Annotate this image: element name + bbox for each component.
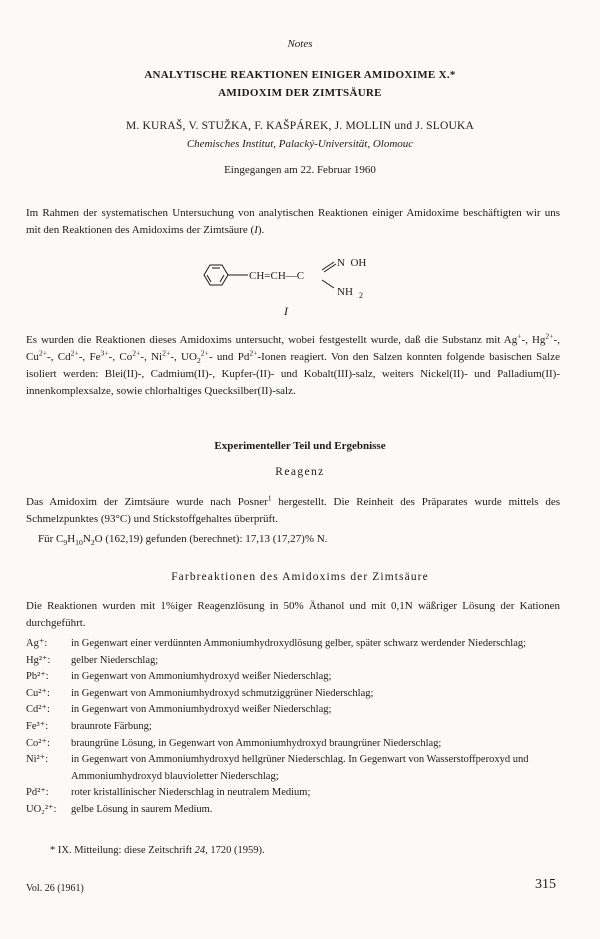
structure-diagram [196, 256, 396, 316]
list-item: Fe³⁺: braunrote Färbung; [26, 720, 152, 732]
title-line-2: AMIDOXIM DER ZIMTSÄURE [218, 87, 382, 99]
heading-color-reactions: Farbreaktionen des Amidoxims der Zimtsäure [171, 571, 429, 583]
structure-amine-subscript: 2 [359, 291, 363, 300]
list-item: Pb²⁺: in Gegenwart von Ammoniumhydroxyd weißer Niederschlag; [26, 671, 332, 683]
list-item: Pd²⁺: roter kristallinischer Niederschlag in neutralem Medium; [26, 787, 311, 799]
benzene-ring-icon [204, 265, 228, 285]
results-paragraph: Es wurden die Reaktionen dieses Amidoxims untersucht, wobei festgestellt wurde, daß die Substanz mit Ag+-, $Hg^{2+}-$, $Cu^{2+}-$, $Cd^{2+}-$, $Fe^{3+}-$, $Co^{2+}-$, $Ni^{2+}-$, $UO_2^{2+}-$ und $Pd^{2+}$-Ionen reagiert. Von den Salzen konnten folgende basischen Salze isoliert werden: Blei(II)-, Cadmium(II)-, Kupfer-(II)- und Kobalt(III)-salz, weiters Nickel(II)- und Palladium(II)-innenkomplexsalze, sowie chlorhaltiges Quecksilber(II)-salz. [26, 331, 560, 397]
reactions-list [26, 636, 560, 819]
page-number: 315 [535, 877, 556, 892]
list-item: Cu²⁺: in Gegenwart von Ammoniumhydroxyd schmutziggrüner Niederschlag; [26, 687, 374, 699]
title-line-1: ANALYTISCHE REAKTIONEN EINIGER AMIDOXIME X.* [144, 69, 456, 81]
list-item: Ni²⁺: in Gegenwart von Ammoniumhydroxyd hellgrüner Niederschlag. In Gegenwart von Wasserstoffperoxyd und Ammoniumhydroxyd blauvioletter Niederschlag; [26, 754, 529, 782]
formula-line: Für $C_9H_{10}N_2O$ (162,19) gefunden (berechnet): 17,13 (17,27)% N. [38, 533, 328, 548]
authors: M. KURAŠ, V. STUŽKA, F. KAŠPÁREK, J. MOLLIN und J. SLOUKA [125, 120, 475, 132]
section-header: Notes [287, 38, 313, 50]
intro-paragraph: Im Rahmen der systematischen Untersuchung von analytischen Reaktionen einiger Amidoxime beschäftigten wir uns mit den Reaktionen des Amidoxims der Zimtsäure (I). [26, 207, 560, 236]
structure-oxime: N OH [337, 257, 367, 269]
heading-reagent: Reagenz [275, 466, 325, 478]
list-item: Ag⁺: in Gegenwart einer verdünnten Ammoniumhydroxydlösung gelber, später schwarz werdender Niederschlag; [26, 638, 527, 649]
list-item: Hg²⁺: gelber Niederschlag; [26, 654, 159, 666]
institute: Chemisches Institut, Palacký-Universität, Olomouc [186, 138, 414, 150]
structure-label: I [284, 304, 288, 318]
received-date: Eingegangen am 22. Februar 1960 [224, 164, 376, 176]
list-item: UO₂²⁺: gelbe Lösung in saurem Medium. [26, 803, 213, 815]
structure-amine: NH [337, 286, 353, 298]
footnote: * IX. Mitteilung: diese Zeitschrift 24, 1720 (1959). [50, 845, 265, 856]
list-item: Cd²⁺: in Gegenwart von Ammoniumhydroxyd weißer Niederschlag; [26, 704, 332, 716]
reagent-paragraph: Das Amidoxim der Zimtsäure wurde nach Posner$^1$ hergestellt. Die Reinheit des Präparates wurde mittels des Schmelzpunktes (93°C) und Stickstoffgehaltes überprüft. [26, 493, 560, 525]
article-title [0, 66, 600, 102]
volume-info: Vol. 26 (1961) [26, 883, 84, 894]
heading-experimental: Experimenteller Teil und Ergebnisse [214, 440, 386, 452]
structure-chain: CH=CH—C [249, 270, 305, 282]
method-paragraph: Die Reaktionen wurden mit 1%iger Reagenzlösung in 50% Äthanol und mit 0,1N wäßriger Lösung der Kationen durchgeführt. [26, 600, 560, 629]
list-item: Co²⁺: braungrüne Lösung, in Gegenwart von Ammoniumhydroxyd braungrüner Niederschlag; [26, 737, 442, 749]
